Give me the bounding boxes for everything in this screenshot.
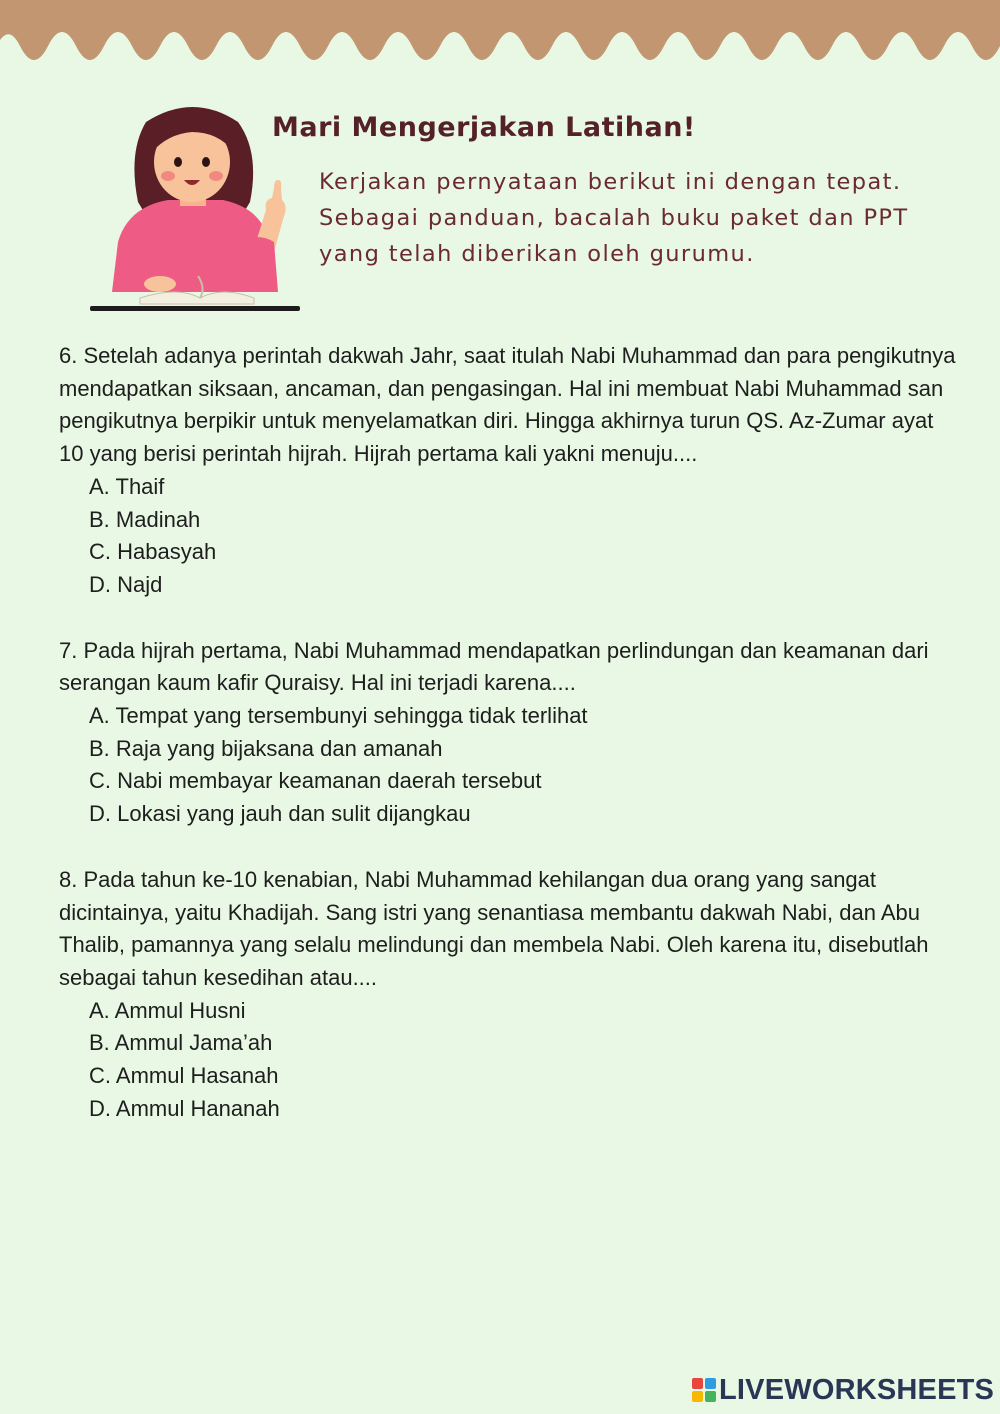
option-a[interactable]: A. Ammul Husni: [89, 997, 246, 1023]
question-text: 7. Pada hijrah pertama, Nabi Muhammad mendapatkan perlindungan dan keamanan dari serangan kaum kafir Quraisy. Hal ini terjadi karena....: [59, 637, 929, 696]
option-b[interactable]: B. Raja yang bijaksana dan amanah: [89, 735, 443, 761]
answer-options: [59, 700, 959, 831]
question-list: [59, 340, 959, 1158]
instruction-text: Kerjakan pernyataan berikut ini dengan tepat. Sebagai panduan, bacalah buku paket dan PPT yang telah diberikan oleh gurumu.: [319, 169, 909, 267]
answer-options: [59, 995, 959, 1126]
option-d[interactable]: D. Lokasi yang jauh dan sulit dijangkau: [89, 801, 471, 827]
page-title: Mari Mengerjakan Latihan!: [272, 112, 696, 143]
option-c[interactable]: C. Nabi membayar keamanan daerah tersebut: [89, 768, 542, 794]
option-b[interactable]: B. Madinah: [89, 506, 201, 532]
liveworksheets-brand[interactable]: [692, 1373, 994, 1407]
option-d[interactable]: D. Najd: [89, 571, 163, 597]
answer-options: [59, 471, 959, 602]
question-text: 6. Setelah adanya perintah dakwah Jahr, saat itulah Nabi Muhammad dan para pengikutnya mendapatkan siksaan, ancaman, dan pengasingan. Hal ini membuat Nabi Muhammad san pengikutnya berpikir untuk menyelamatkan diri. Hingga akhirnya turun QS. Az-Zumar ayat 10 yang berisi perintah hijrah. Hijrah pertama kali yakni menuju....: [59, 343, 956, 467]
question-7: [59, 635, 959, 831]
option-c[interactable]: C. Habasyah: [89, 539, 217, 565]
option-d[interactable]: D. Ammul Hananah: [89, 1095, 280, 1121]
option-a[interactable]: A. Tempat yang tersembunyi sehingga tidak terlihat: [89, 703, 588, 729]
question-8: [59, 864, 959, 1126]
wavy-top-band: [0, 0, 1000, 80]
liveworksheets-logo-icon: [692, 1378, 716, 1402]
question-6: [59, 340, 959, 602]
option-c[interactable]: C. Ammul Hasanah: [89, 1063, 279, 1089]
option-a[interactable]: A. Thaif: [89, 473, 165, 499]
question-text: 8. Pada tahun ke-10 kenabian, Nabi Muhammad kehilangan dua orang yang sangat dicintainya, yaitu Khadijah. Sang istri yang senantiasa membantu dakwah Nabi, dan Abu Thalib, pamannya yang selalu melindungi dan membela Nabi. Oleh karena itu, disebutlah sebagai tahun kesedihan atau....: [59, 866, 929, 990]
brand-name: LIVEWORKSHEETS: [719, 1373, 995, 1406]
option-b[interactable]: B. Ammul Jama’ah: [89, 1030, 273, 1056]
